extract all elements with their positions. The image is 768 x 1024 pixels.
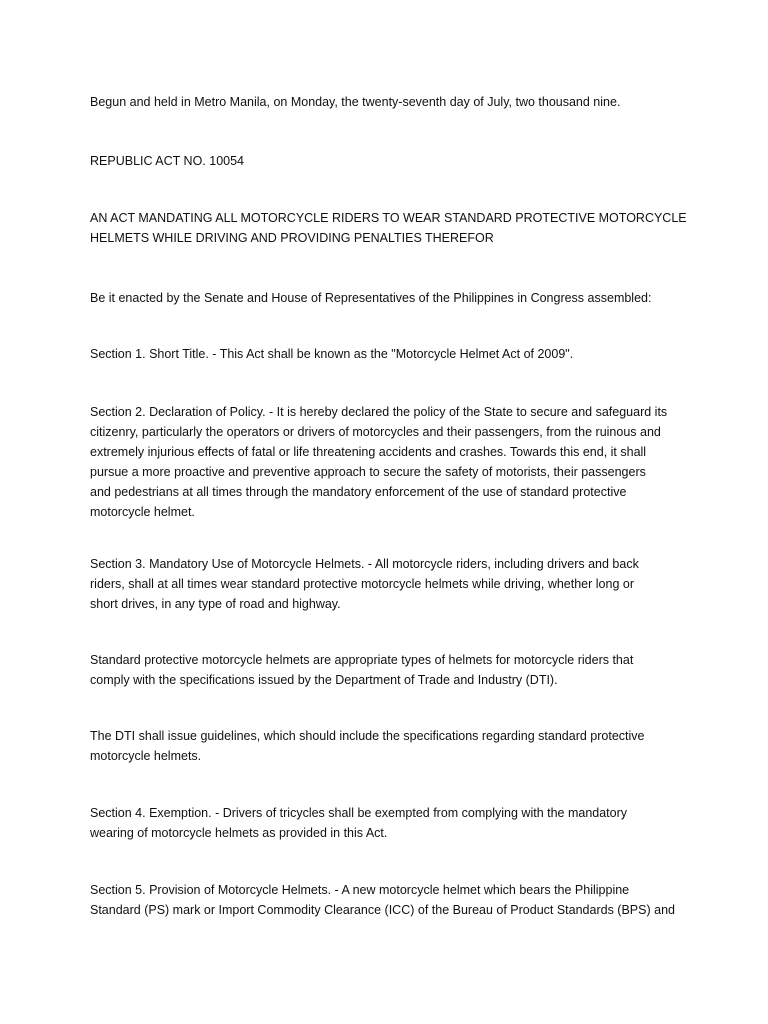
section-5-provision-of-helmets: Section 5. Provision of Motorcycle Helmets. - A new motorcycle helmet which bears the Philippine Standard (PS) mark or Import Commodity Clearance (ICC) of the Bureau of Product Standards (BPS) and <box>90 883 675 917</box>
section-3-helmet-definition: Standard protective motorcycle helmets are appropriate types of helmets for motorcycle riders that comply with the specifications issued by the Department of Trade and Industry (DTI). <box>90 653 634 687</box>
section-3-mandatory-use: Section 3. Mandatory Use of Motorcycle Helmets. - All motorcycle riders, including drivers and back riders, shall at all times wear standard protective motorcycle helmets while driving, whether long or short drives, in any type of road and highway. <box>90 557 639 611</box>
section-4-exemption: Section 4. Exemption. - Drivers of tricycles shall be exempted from complying with the mandatory wearing of motorcycle helmets as provided in this Act. <box>90 806 628 840</box>
section-1-short-title: Section 1. Short Title. - This Act shall be known as the "Motorcycle Helmet Act of 2009". <box>90 347 574 361</box>
act-number: REPUBLIC ACT NO. 10054 <box>90 154 245 168</box>
section-3-dti-guidelines: The DTI shall issue guidelines, which should include the specifications regarding standard protective motorcycle helmets. <box>90 729 645 763</box>
section-2-declaration-of-policy: Section 2. Declaration of Policy. - It is hereby declared the policy of the State to secure and safeguard its citizenry, particularly the operators or drivers of motorcycles and their passengers, from the ruinous and extremely injurious effects of fatal or life threatening accidents and crashes. Towards this end, it shall pursue a more proactive and preventive approach to secure the safety of motorists, their passengers and pedestrians at all times through the mandatory enforcement of the use of standard protective motorcycle helmet. <box>90 405 668 519</box>
act-title: AN ACT MANDATING ALL MOTORCYCLE RIDERS TO WEAR STANDARD PROTECTIVE MOTORCYCLE HELMETS WHILE DRIVING AND PROVIDING PENALTIES THEREFOR <box>90 211 687 245</box>
enacting-clause: Be it enacted by the Senate and House of Representatives of the Philippines in Congress assembled: <box>90 291 652 305</box>
opening-paragraph: Begun and held in Metro Manila, on Monday, the twenty-seventh day of July, two thousand nine. <box>90 95 621 109</box>
